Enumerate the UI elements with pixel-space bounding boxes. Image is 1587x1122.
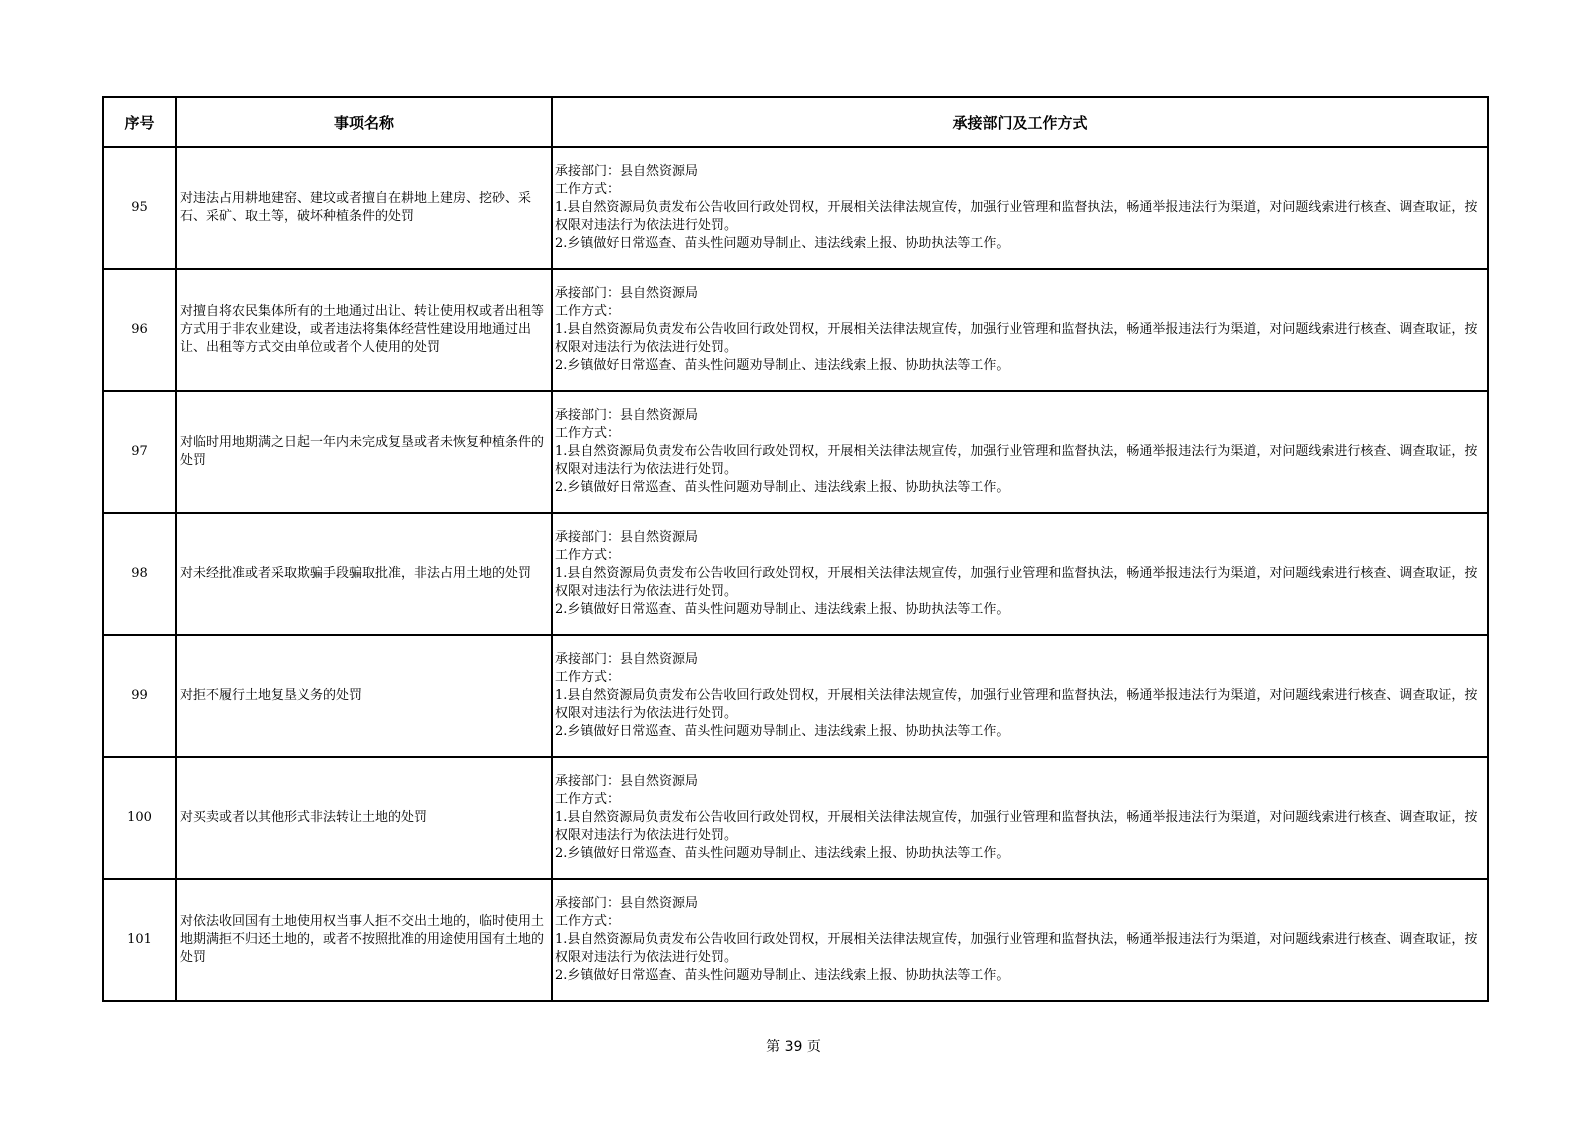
method-step-2: 2.乡镇做好日常巡查、苗头性问题劝导制止、违法线索上报、协助执法等工作。: [555, 236, 1010, 251]
table-row: [103, 391, 1488, 513]
row-serial: 95: [103, 147, 176, 269]
method-label: 工作方式：: [555, 182, 621, 197]
table-row: [103, 513, 1488, 635]
row-detail: [552, 757, 1488, 879]
row-detail: [552, 391, 1488, 513]
row-item-name: 对违法占用耕地建窑、建坟或者擅自在耕地上建房、挖砂、采石、采矿、取土等，破坏种植条件的处罚: [176, 147, 552, 269]
method-step-1: 1.县自然资源局负责发布公告收回行政处罚权，开展相关法律法规宣传，加强行业管理和监督执法，畅通举报违法行为渠道，对问题线索进行核查、调查取证，按权限对违法行为依法进行处罚。: [555, 932, 1478, 965]
row-detail: [552, 879, 1488, 1001]
method-step-1: 1.县自然资源局负责发布公告收回行政处罚权，开展相关法律法规宣传，加强行业管理和监督执法，畅通举报违法行为渠道，对问题线索进行核查、调查取证，按权限对违法行为依法进行处罚。: [555, 322, 1478, 355]
row-serial: 98: [103, 513, 176, 635]
dept-line: 承接部门：县自然资源局: [555, 286, 699, 301]
row-serial: 99: [103, 635, 176, 757]
row-item-name: 对拒不履行土地复垦义务的处罚: [176, 635, 552, 757]
table-row: [103, 269, 1488, 391]
header-serial: 序号: [103, 97, 176, 147]
table-row: [103, 879, 1488, 1001]
row-detail: [552, 513, 1488, 635]
method-step-2: 2.乡镇做好日常巡查、苗头性问题劝导制止、违法线索上报、协助执法等工作。: [555, 724, 1010, 739]
method-label: 工作方式：: [555, 670, 621, 685]
table-row: [103, 635, 1488, 757]
method-label: 工作方式：: [555, 548, 621, 563]
method-step-1: 1.县自然资源局负责发布公告收回行政处罚权，开展相关法律法规宣传，加强行业管理和监督执法，畅通举报违法行为渠道，对问题线索进行核查、调查取证，按权限对违法行为依法进行处罚。: [555, 200, 1478, 233]
page-number: 第 39 页: [766, 1039, 821, 1055]
method-step-2: 2.乡镇做好日常巡查、苗头性问题劝导制止、违法线索上报、协助执法等工作。: [555, 358, 1010, 373]
method-step-1: 1.县自然资源局负责发布公告收回行政处罚权，开展相关法律法规宣传，加强行业管理和监督执法，畅通举报违法行为渠道，对问题线索进行核查、调查取证，按权限对违法行为依法进行处罚。: [555, 566, 1478, 599]
table-row: [103, 147, 1488, 269]
method-step-2: 2.乡镇做好日常巡查、苗头性问题劝导制止、违法线索上报、协助执法等工作。: [555, 602, 1010, 617]
header-item-name: 事项名称: [176, 97, 552, 147]
method-step-2: 2.乡镇做好日常巡查、苗头性问题劝导制止、违法线索上报、协助执法等工作。: [555, 846, 1010, 861]
dept-line: 承接部门：县自然资源局: [555, 530, 699, 545]
row-serial: 97: [103, 391, 176, 513]
method-step-1: 1.县自然资源局负责发布公告收回行政处罚权，开展相关法律法规宣传，加强行业管理和监督执法，畅通举报违法行为渠道，对问题线索进行核查、调查取证，按权限对违法行为依法进行处罚。: [555, 688, 1478, 721]
method-label: 工作方式：: [555, 304, 621, 319]
header-dept-method: 承接部门及工作方式: [552, 97, 1488, 147]
dept-line: 承接部门：县自然资源局: [555, 164, 699, 179]
dept-line: 承接部门：县自然资源局: [555, 652, 699, 667]
method-step-1: 1.县自然资源局负责发布公告收回行政处罚权，开展相关法律法规宣传，加强行业管理和监督执法，畅通举报违法行为渠道，对问题线索进行核查、调查取证，按权限对违法行为依法进行处罚。: [555, 444, 1478, 477]
row-item-name: 对买卖或者以其他形式非法转让土地的处罚: [176, 757, 552, 879]
row-detail: [552, 635, 1488, 757]
dept-line: 承接部门：县自然资源局: [555, 896, 699, 911]
method-step-2: 2.乡镇做好日常巡查、苗头性问题劝导制止、违法线索上报、协助执法等工作。: [555, 968, 1010, 983]
dept-line: 承接部门：县自然资源局: [555, 408, 699, 423]
row-item-name: 对临时用地期满之日起一年内未完成复垦或者未恢复种植条件的处罚: [176, 391, 552, 513]
method-label: 工作方式：: [555, 914, 621, 929]
method-label: 工作方式：: [555, 792, 621, 807]
method-label: 工作方式：: [555, 426, 621, 441]
method-step-2: 2.乡镇做好日常巡查、苗头性问题劝导制止、违法线索上报、协助执法等工作。: [555, 480, 1010, 495]
row-detail: [552, 269, 1488, 391]
row-serial: 96: [103, 269, 176, 391]
row-item-name: 对依法收回国有土地使用权当事人拒不交出土地的，临时使用土地期满拒不归还土地的，或者不按照批准的用途使用国有土地的处罚: [176, 879, 552, 1001]
row-serial: 101: [103, 879, 176, 1001]
table-row: [103, 757, 1488, 879]
method-step-1: 1.县自然资源局负责发布公告收回行政处罚权，开展相关法律法规宣传，加强行业管理和监督执法，畅通举报违法行为渠道，对问题线索进行核查、调查取证，按权限对违法行为依法进行处罚。: [555, 810, 1478, 843]
row-detail: [552, 147, 1488, 269]
row-item-name: 对擅自将农民集体所有的土地通过出让、转让使用权或者出租等方式用于非农业建设，或者违法将集体经营性建设用地通过出让、出租等方式交由单位或者个人使用的处罚: [176, 269, 552, 391]
items-table: [102, 96, 1489, 1002]
row-serial: 100: [103, 757, 176, 879]
table-header-row: [103, 97, 1488, 147]
dept-line: 承接部门：县自然资源局: [555, 774, 699, 789]
row-item-name: 对未经批准或者采取欺骗手段骗取批准，非法占用土地的处罚: [176, 513, 552, 635]
